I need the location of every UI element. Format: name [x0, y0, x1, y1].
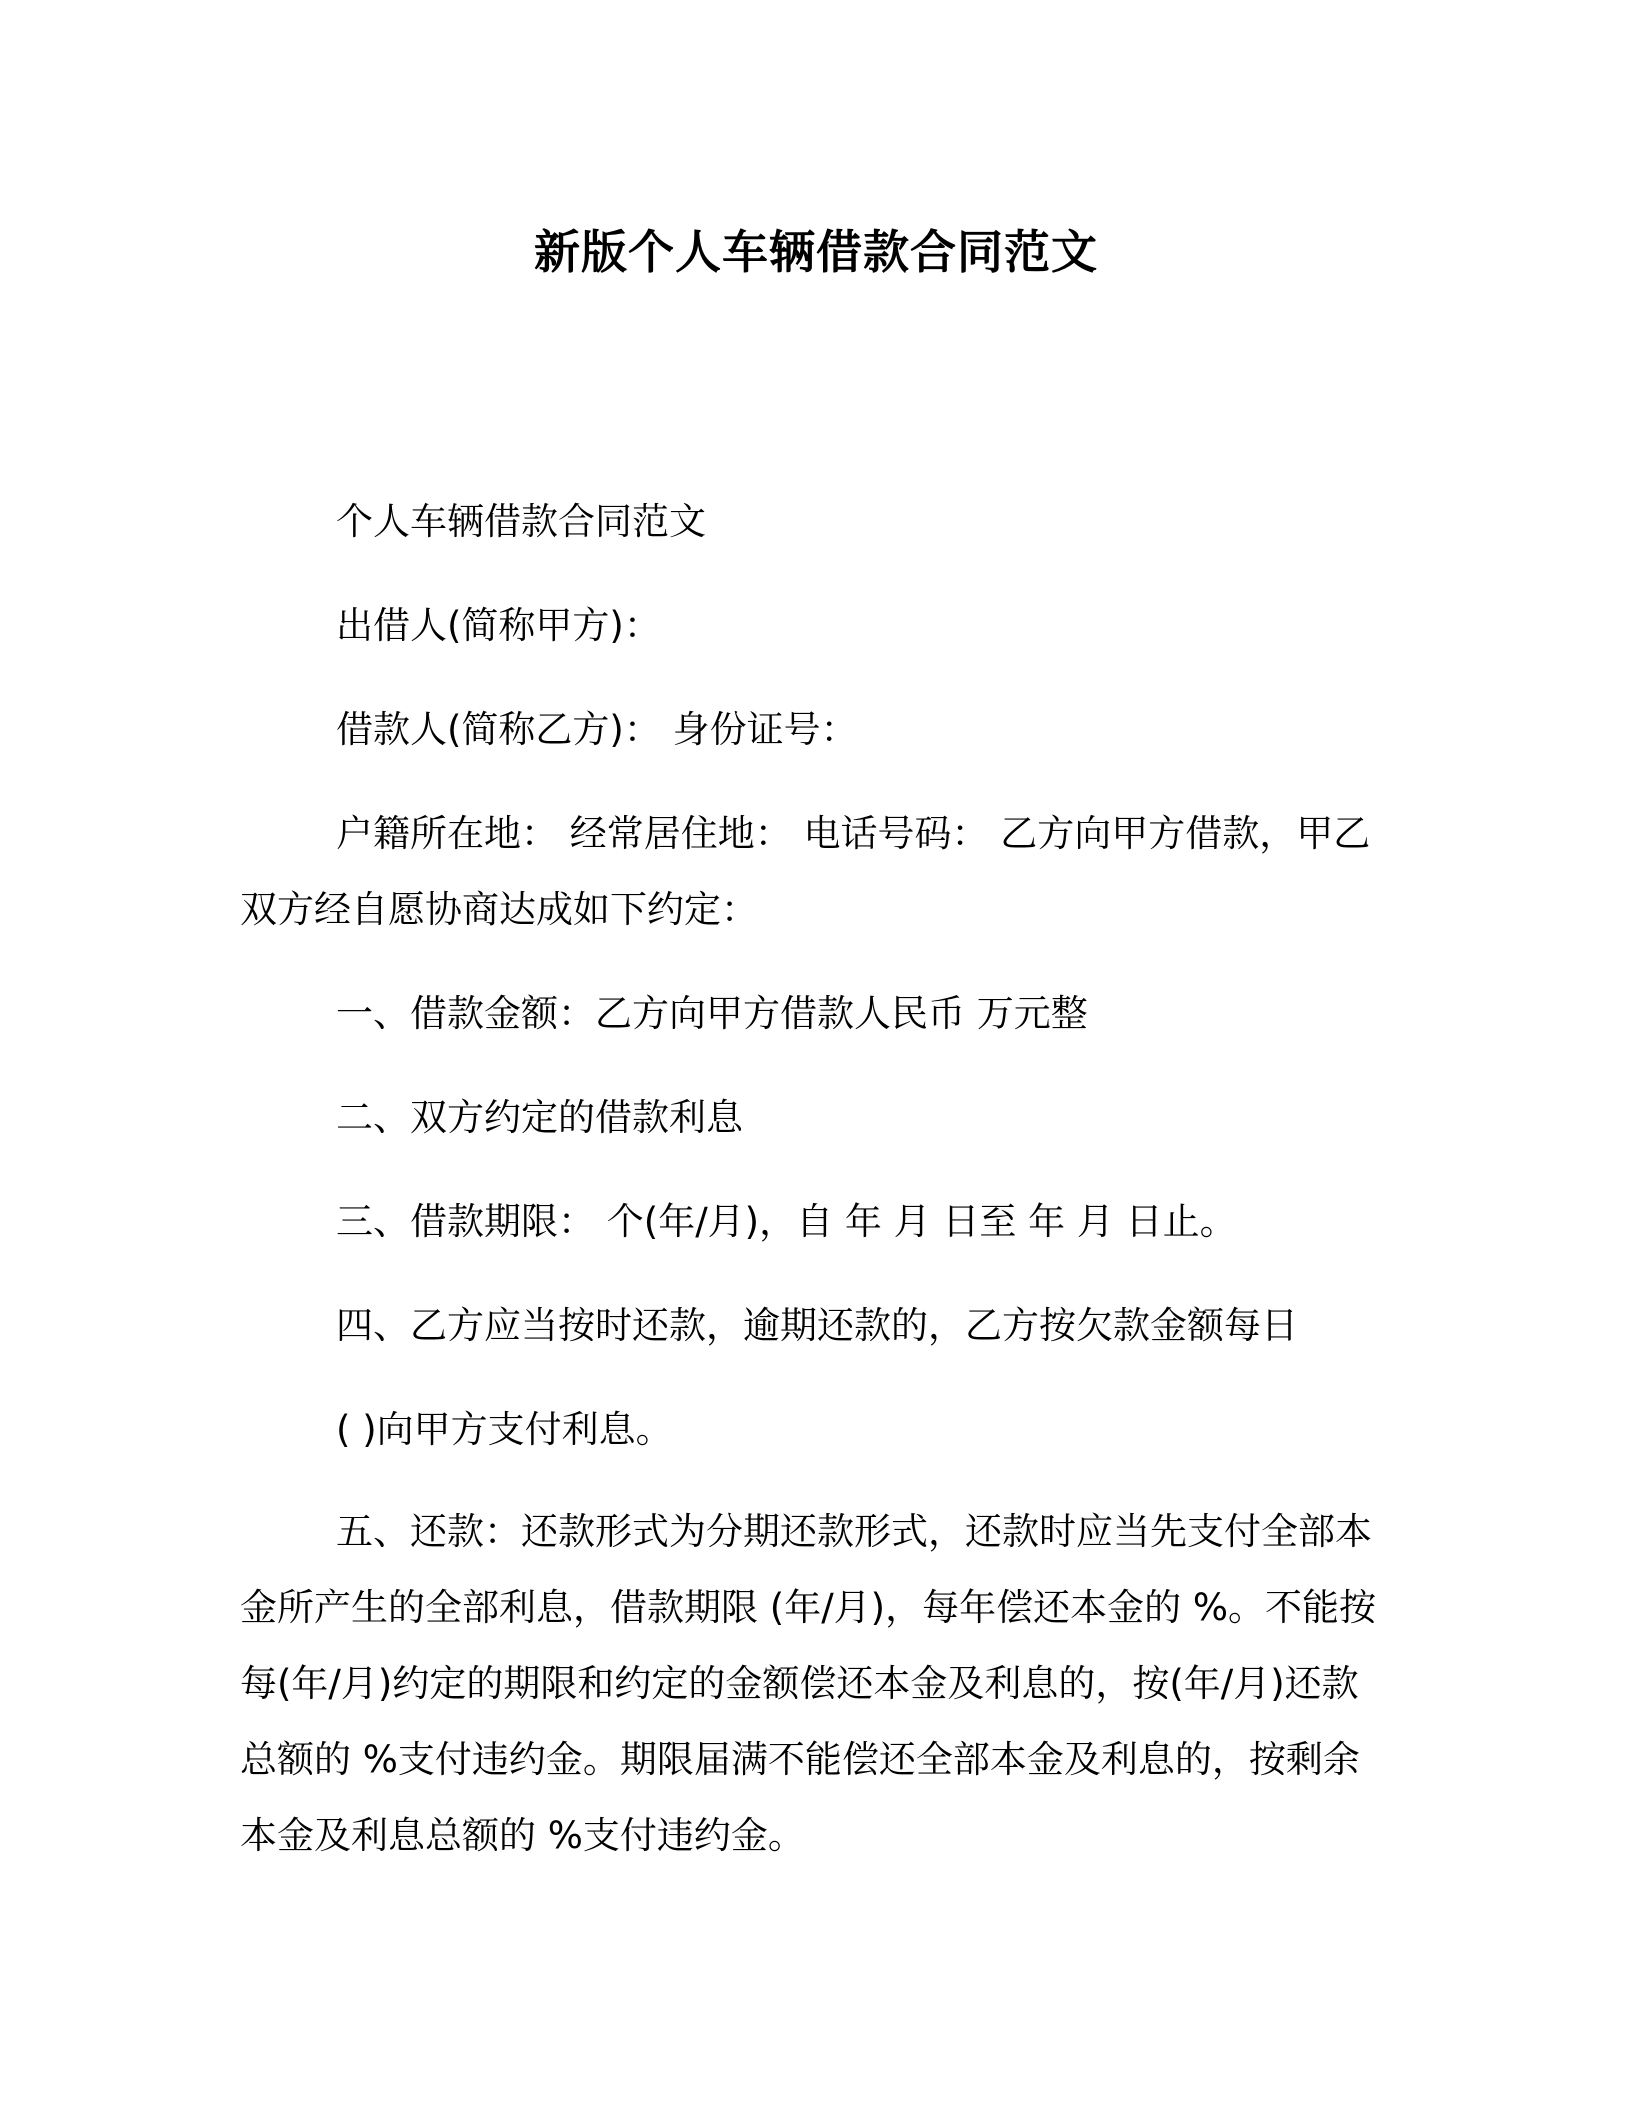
paragraph-residence: 户籍所在地： 经常居住地： 电话号码： 乙方向甲方借款，甲乙双方经自愿协商达成如下约定：	[240, 812, 1371, 931]
paragraph-lender: 出借人(简称甲方)：	[336, 604, 661, 647]
paragraph-clause-2: 二、双方约定的借款利息	[336, 1096, 743, 1139]
paragraph-clause-1: 一、借款金额：乙方向甲方借款人民币 万元整	[336, 992, 1088, 1035]
paragraph-borrower: 借款人(简称乙方)： 身份证号：	[336, 708, 858, 751]
paragraph-clause-4: 四、乙方应当按时还款，逾期还款的，乙方按欠款金额每日	[336, 1304, 1298, 1347]
paragraph-subtitle: 个人车辆借款合同范文	[336, 500, 706, 543]
paragraph-clause-4-cont: ( )向甲方支付利息。	[336, 1408, 673, 1451]
paragraph-clause-3: 三、借款期限： 个(年/月)，自 年 月 日至 年 月 日止。	[336, 1200, 1237, 1243]
document-title: 新版个人车辆借款合同范文	[534, 225, 1098, 279]
paragraph-clause-5: 五、还款：还款形式为分期还款形式，还款时应当先支付全部本金所产生的全部利息，借款期限 (年/月)，每年偿还本金的 %。不能按每(年/月)约定的期限和约定的金额偿还本金及利息的，按(年/月)还款总额的 %支付违约金。期限届满不能偿还全部本金及利息的，按剩余本金及利息总额的 %支付违约金。	[240, 1510, 1377, 1857]
